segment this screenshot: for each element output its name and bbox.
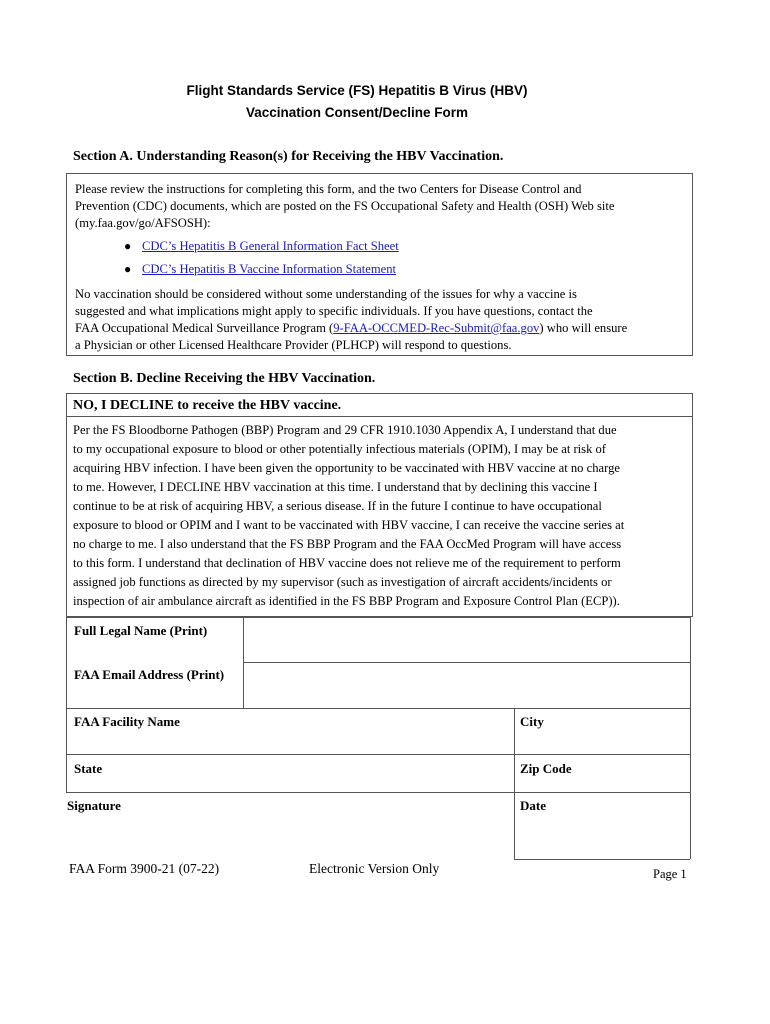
statement-line: no charge to me. I also understand that the FS BBP Program and the FAA OccMed Program will have access — [73, 537, 622, 551]
note-line3-prefix: FAA Occupational Medical Surveillance Program ( — [75, 321, 334, 335]
statement-line: to my occupational exposure to blood or other potentially infectious materials (OPIM), I may be at risk of — [73, 442, 607, 456]
bullet-icon: ● — [124, 239, 132, 253]
form-number: FAA Form 3900-21 (07-22) — [69, 861, 220, 876]
section-a-note — [75, 286, 690, 354]
full-name-label: Full Legal Name (Print) — [74, 623, 208, 638]
statement-line: to me. However, I DECLINE HBV vaccination at this time. I understand that by declining this vaccine I — [73, 480, 598, 494]
page-number: Page 1 — [653, 867, 687, 881]
section-b-heading: Section B. Decline Receiving the HBV Vaccination. — [73, 371, 376, 386]
intro-line: Please review the instructions for completing this form, and the two Centers for Disease Control and — [75, 182, 582, 196]
section-a-intro — [75, 181, 690, 232]
note-line: a Physician or other Licensed Healthcare Provider (PLHCP) will respond to questions. — [75, 338, 512, 352]
date-label: Date — [520, 798, 546, 813]
zip-label: Zip Code — [520, 761, 572, 776]
cdc-vaccine-statement-link[interactable]: CDC’s Hepatitis B Vaccine Information Statement — [142, 262, 397, 276]
decline-heading: NO, I DECLINE to receive the HBV vaccine. — [73, 398, 342, 413]
note-line: suggested and what implications might apply to specific individuals. If you have questions, contact the — [75, 304, 593, 318]
full-name-input[interactable] — [244, 618, 689, 661]
statement-line: inspection of air ambulance aircraft as identified in the FS BBP Program and Exposure Control Plan (ECP)). — [73, 594, 620, 608]
signature-input[interactable] — [67, 793, 513, 859]
form-title-line1: Flight Standards Service (FS) Hepatitis B Virus (HBV) — [186, 83, 528, 98]
form-title-line2: Vaccination Consent/Decline Form — [245, 105, 469, 120]
bullet-icon: ● — [124, 262, 132, 276]
city-label: City — [520, 714, 544, 729]
section-a-heading: Section A. Understanding Reason(s) for Receiving the HBV Vaccination. — [73, 149, 504, 164]
section-a-box — [66, 173, 693, 356]
statement-line: Per the FS Bloodborne Pathogen (BBP) Program and 29 CFR 1910.1030 Appendix A, I understand that due — [73, 423, 617, 437]
facility-input[interactable] — [67, 709, 513, 753]
note-line — [75, 320, 690, 337]
cdc-links-list — [124, 238, 399, 278]
email-label: FAA Email Address (Print) — [74, 667, 225, 682]
intro-line: Prevention (CDC) documents, which are posted on the FS Occupational Safety and Health (OSH) Web site — [75, 199, 615, 213]
list-item — [124, 238, 399, 255]
decline-statement — [73, 421, 691, 611]
intro-line: (my.faa.gov/go/AFSOSH): — [75, 216, 211, 230]
email-input[interactable] — [244, 663, 689, 707]
statement-line: acquiring HBV infection. I have been given the opportunity to be vaccinated with HBV vaccine at no charge — [73, 461, 620, 475]
note-line3-suffix: ) who will ensure — [539, 321, 628, 335]
note-line: No vaccination should be considered without some understanding of the issues for why a vaccine is — [75, 287, 577, 301]
state-input[interactable] — [67, 755, 513, 791]
statement-line: continue to be at risk of acquiring HBV, a serious disease. If in the future I continue to have occupational — [73, 499, 602, 513]
section-b-box — [66, 393, 693, 617]
grid-line — [514, 859, 690, 860]
statement-line: assigned job functions as directed by my supervisor (such as investigation of aircraft accidents/incidents or — [73, 575, 612, 589]
occmed-email-link[interactable]: 9-FAA-OCCMED-Rec-Submit@faa.gov — [333, 321, 540, 335]
state-label: State — [74, 761, 103, 776]
city-input[interactable] — [515, 709, 689, 753]
statement-line: exposure to blood or OPIM and I want to be vaccinated with HBV vaccine, I can receive the vaccine series at — [73, 518, 625, 532]
facility-label: FAA Facility Name — [74, 714, 180, 729]
signature-label: Signature — [67, 798, 121, 813]
decline-divider — [67, 416, 692, 417]
electronic-version-note: Electronic Version Only — [309, 861, 440, 876]
cdc-fact-sheet-link[interactable]: CDC’s Hepatitis B General Information Fact Sheet — [142, 239, 399, 253]
date-input[interactable] — [515, 793, 689, 858]
statement-line: to this form. I understand that declination of HBV vaccine does not relieve me of the requirement to perform — [73, 556, 621, 570]
zip-input[interactable] — [515, 755, 689, 791]
list-item — [124, 261, 399, 278]
grid-line — [690, 617, 691, 859]
